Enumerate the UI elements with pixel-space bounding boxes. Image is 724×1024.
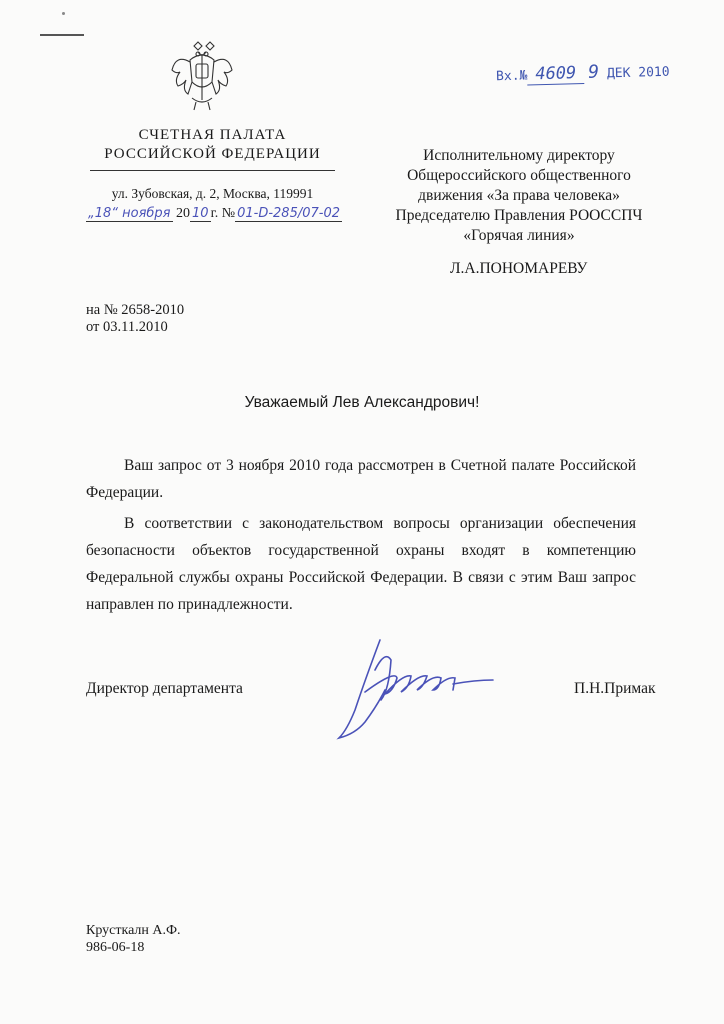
paper-crease bbox=[40, 34, 84, 36]
issuer-address: ул. Зубовская, д. 2, Москва, 119991 bbox=[111, 186, 314, 201]
signer-title: Директор департамента bbox=[86, 680, 243, 697]
incoming-stamp bbox=[496, 60, 670, 86]
handwritten-signature bbox=[325, 630, 515, 745]
date-day: „18“ ноября bbox=[88, 206, 171, 221]
stamp-month-year: ДЕК 2010 bbox=[606, 64, 670, 82]
recipient-line-1: Исполнительному директору bbox=[423, 147, 615, 164]
signer-name: П.Н.Примак bbox=[574, 680, 656, 697]
executor-name: Крусткалн А.Ф. bbox=[86, 923, 181, 938]
reference-block bbox=[86, 302, 184, 336]
date-year-prefix: 20 bbox=[172, 206, 191, 221]
reference-number: на № 2658-2010 bbox=[86, 302, 185, 318]
reference-date: от 03.11.2010 bbox=[86, 319, 168, 335]
issuer-line-2: РОССИЙСКОЙ ФЕДЕРАЦИИ bbox=[104, 146, 321, 162]
body-paragraph-2: В соответствии с законодательством вопросы организации обеспечения безопасности объектов государственной охраны входят в компетенцию Федеральной службы охраны Российской Федерации. В связи с этим Ваш запрос направлен по принадлежности. bbox=[86, 515, 636, 613]
recipient-name: Л.А.ПОНОМАРЕВУ bbox=[450, 260, 588, 277]
issuer-line-1: СЧЕТНАЯ ПАЛАТА bbox=[138, 127, 287, 143]
executor-block bbox=[86, 922, 181, 956]
letter-body bbox=[86, 452, 636, 618]
paper-mark bbox=[62, 12, 65, 15]
coat-of-arms-icon bbox=[168, 40, 236, 112]
recipient-line-3: движения «За права человека» bbox=[418, 187, 620, 204]
date-year-suffix: 10 bbox=[192, 206, 209, 221]
recipient-block bbox=[384, 146, 654, 246]
recipient-line-5: «Горячая линия» bbox=[463, 227, 575, 244]
outgoing-date-number bbox=[86, 206, 342, 222]
issuer-organization bbox=[90, 126, 335, 164]
salutation: Уважаемый Лев Александрович! bbox=[244, 394, 480, 411]
body-paragraph-1: Ваш запрос от 3 ноября 2010 года рассмотрен в Счетной палате Российской Федерации. bbox=[86, 457, 636, 501]
recipient-line-4: Председателю Правления РООССПЧ bbox=[395, 207, 643, 224]
stamp-day: 9 bbox=[587, 61, 600, 83]
date-number-label: г. № bbox=[210, 206, 236, 221]
header-divider bbox=[90, 170, 335, 171]
stamp-number: 4609 bbox=[527, 63, 584, 85]
outgoing-number: 01-D-285/07-02 bbox=[237, 206, 340, 221]
recipient-line-2: Общероссийского общественного bbox=[407, 167, 631, 184]
executor-phone: 986-06-18 bbox=[86, 940, 145, 955]
stamp-prefix: Вх.№ bbox=[495, 68, 528, 85]
